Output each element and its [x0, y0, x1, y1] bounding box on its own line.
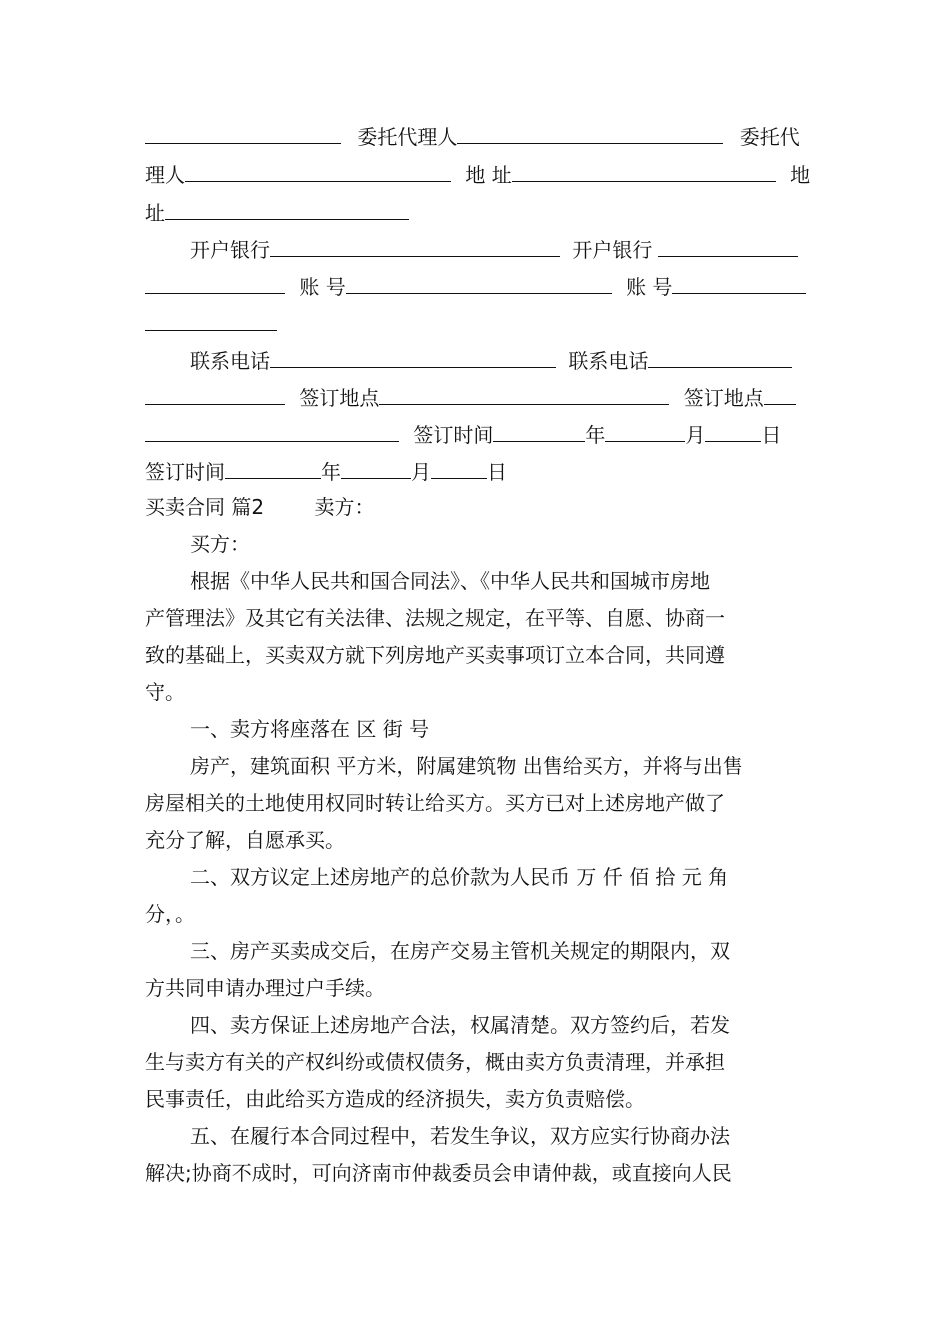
time-label: 签订时间	[145, 460, 225, 484]
paragraph-line: 生与卖方有关的产权纠纷或债权债务，概由卖方负责清理，并承担	[145, 1050, 725, 1074]
paragraph-line: 分，。	[145, 902, 195, 926]
month-label: 月	[685, 423, 706, 447]
paragraph-line: 致的基础上，买卖双方就下列房地产买卖事项订立本合同，共同遵	[145, 643, 725, 667]
place-label: 签订地点	[683, 386, 764, 410]
paragraph-line: 守。	[145, 680, 185, 704]
year-label: 年	[321, 460, 341, 484]
blank-field[interactable]	[145, 121, 341, 144]
phone-label: 联系电话	[568, 349, 649, 373]
day-label: 日	[761, 423, 782, 447]
time-line-1	[145, 419, 781, 447]
paragraph-line: 根据《中华人民共和国合同法》、《中华人民共和国城市房地	[190, 569, 710, 593]
paragraph-line: 房屋相关的土地使用权同时转让给买方。买方已对上述房地产做了	[145, 791, 725, 815]
month-label: 月	[411, 460, 431, 484]
account-label: 账 号	[299, 275, 346, 299]
phone-line	[190, 345, 792, 373]
blank-field[interactable]	[145, 271, 285, 294]
time-label: 签订时间	[413, 423, 494, 447]
bank-label: 开户银行	[572, 238, 653, 262]
blank-field[interactable]	[225, 456, 321, 479]
bank-label: 开户银行	[190, 238, 270, 262]
blank-field[interactable]	[512, 159, 776, 182]
address-label: 地	[790, 163, 811, 187]
paragraph-line: 三、房产买卖成交后，在房产交易主管机关规定的期限内，双	[190, 939, 730, 963]
phone-label: 联系电话	[190, 349, 270, 373]
blank-field[interactable]	[341, 456, 411, 479]
blank-field[interactable]	[379, 382, 669, 405]
paragraph-line: 二、双方议定上述房地产的总价款为人民币 万 仟 佰 拾 元 角	[190, 865, 729, 889]
address-label: 地 址	[465, 163, 512, 187]
bank-line	[190, 234, 798, 262]
blank-field[interactable]	[145, 308, 277, 331]
section-heading: 买卖合同 篇2	[145, 495, 265, 519]
paragraph-line: 产管理法》及其它有关法律、法规之规定，在平等、自愿、协商一	[145, 606, 725, 630]
agent-line-1	[145, 121, 800, 149]
paragraph-line: 民事责任，由此给买方造成的经济损失，卖方负责赔偿。	[145, 1087, 645, 1111]
paragraph-line: 方共同申请办理过户手续。	[145, 976, 385, 1000]
address-line	[145, 197, 409, 225]
paragraph-line: 解决;协商不成时，可向济南市仲裁委员会申请仲裁，或直接向人民	[145, 1161, 732, 1185]
year-label: 年	[585, 423, 606, 447]
agent-address-line	[145, 159, 810, 187]
section-heading-line	[145, 493, 374, 521]
day-label: 日	[487, 460, 507, 484]
blank-field[interactable]	[493, 419, 585, 442]
blank-field[interactable]	[605, 419, 685, 442]
blank-field[interactable]	[648, 345, 792, 368]
account-line	[145, 271, 806, 299]
place-line	[145, 382, 796, 410]
paragraph-line: 房产，建筑面积 平方米，附属建筑物 出售给买方，并将与出售	[190, 754, 743, 778]
blank-field[interactable]	[658, 234, 798, 257]
agent-label: 理人	[145, 163, 185, 187]
blank-field[interactable]	[672, 271, 806, 294]
blank-field[interactable]	[431, 456, 487, 479]
blank-field[interactable]	[145, 419, 399, 442]
agent-label: 委托代	[739, 125, 800, 149]
paragraph-line: 四、卖方保证上述房地产合法，权属清楚。双方签约后，若发	[190, 1013, 730, 1037]
buyer-label: 买方：	[190, 532, 250, 556]
time-line-2	[145, 456, 507, 484]
place-label: 签订地点	[299, 386, 380, 410]
blank-field[interactable]	[764, 382, 796, 405]
blank-field[interactable]	[270, 234, 560, 257]
blank-field[interactable]	[145, 382, 285, 405]
blank-field[interactable]	[346, 271, 612, 294]
blank-field[interactable]	[705, 419, 761, 442]
paragraph-line: 五、在履行本合同过程中，若发生争议，双方应实行协商办法	[190, 1124, 730, 1148]
blank-field[interactable]	[457, 121, 723, 144]
blank-field[interactable]	[270, 345, 556, 368]
agent-label: 委托代理人	[357, 125, 458, 149]
account-continuation-line	[145, 308, 277, 336]
blank-field[interactable]	[185, 159, 451, 182]
seller-label: 卖方：	[314, 495, 375, 519]
buyer-line	[190, 530, 250, 558]
address-label: 址	[145, 201, 165, 225]
paragraph-line: 充分了解，自愿承买。	[145, 828, 345, 852]
account-label: 账 号	[626, 275, 673, 299]
paragraph-line: 一、卖方将座落在 区 街 号	[190, 717, 430, 741]
blank-field[interactable]	[165, 197, 409, 220]
